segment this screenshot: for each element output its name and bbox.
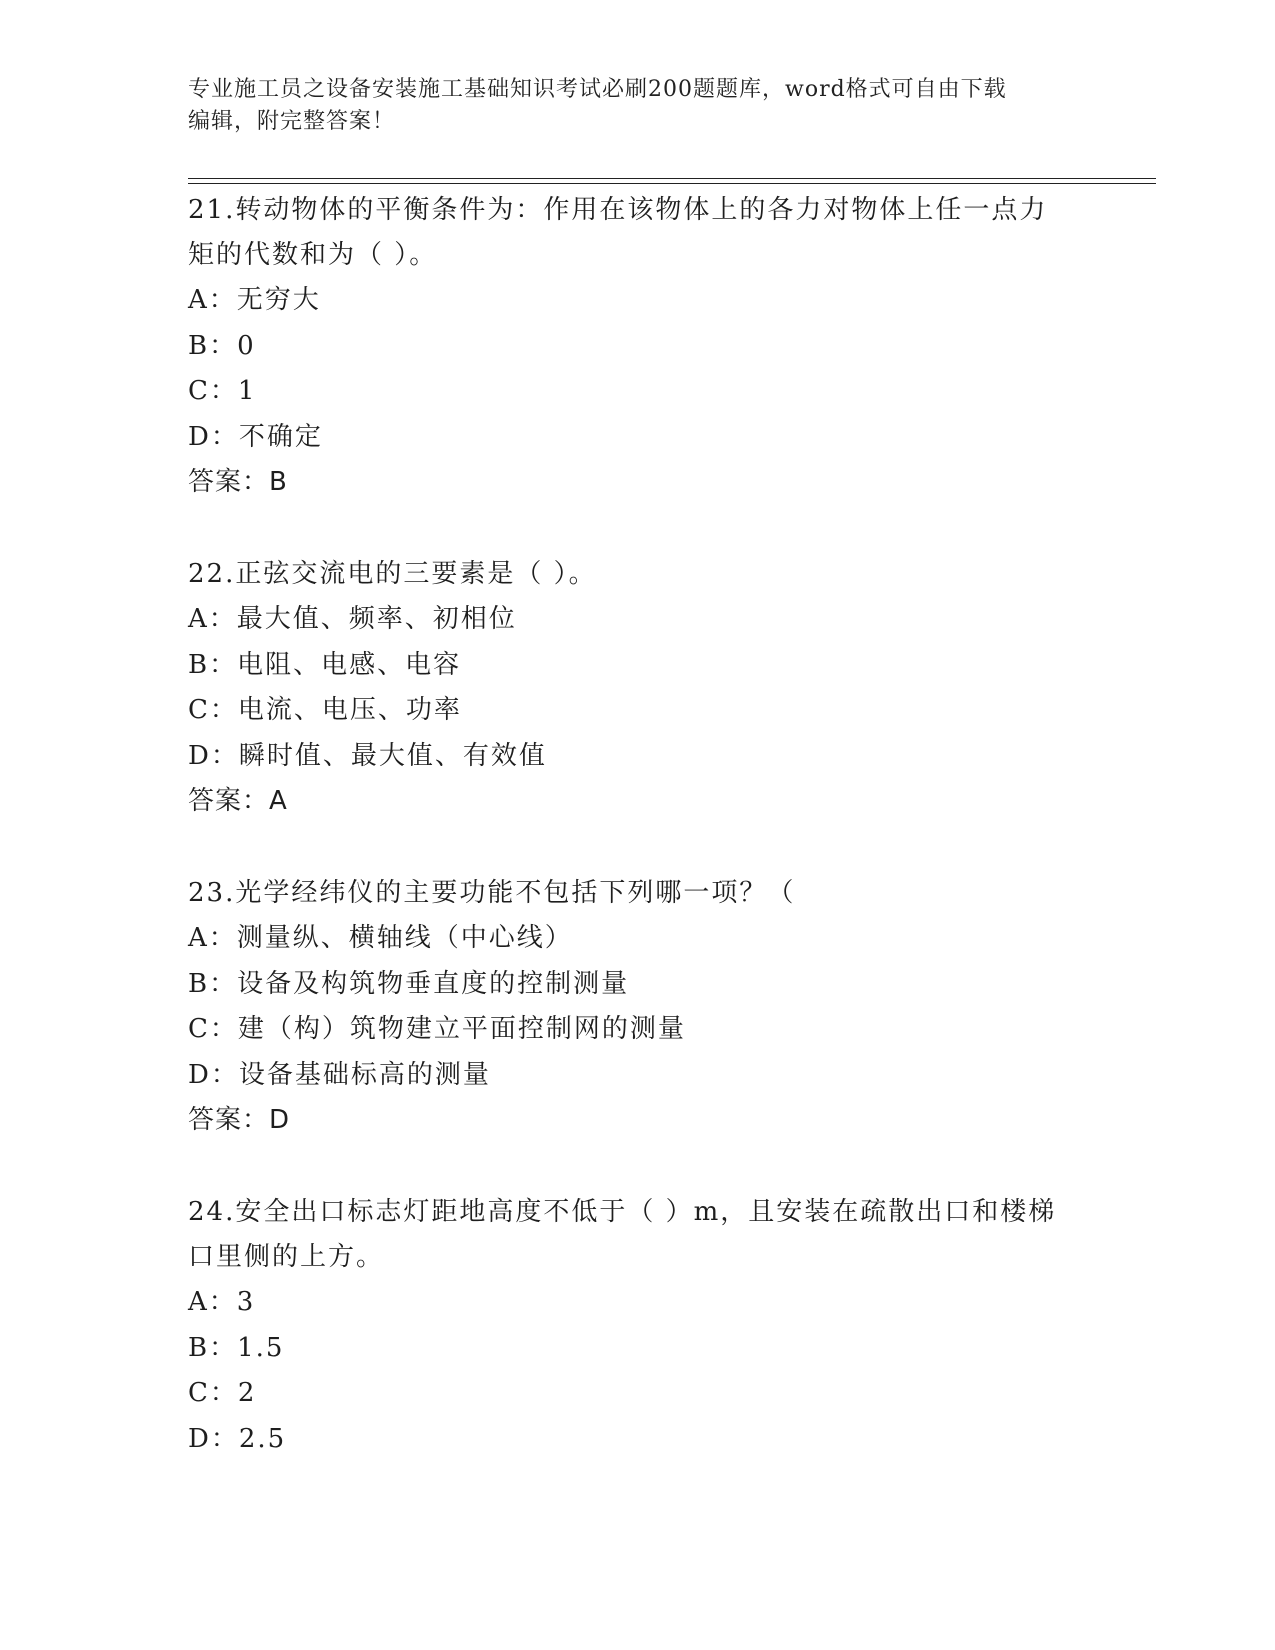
answer: 答案：A: [188, 786, 288, 816]
header-line-2: 编辑，附完整答案！: [188, 109, 396, 134]
question-stem-line-2: 矩的代数和为（ ）。: [188, 240, 438, 270]
option-a: A：3: [188, 1287, 256, 1317]
option-d: D：瞬时值、最大值、有效值: [188, 740, 547, 771]
option-b: B：电阻、电感、电容: [188, 649, 462, 680]
document-header: [188, 74, 1088, 138]
option-d: D：设备基础标高的测量: [188, 1059, 491, 1090]
option-b: B：1.5: [188, 1332, 285, 1363]
answer: 答案：B: [188, 467, 288, 497]
question-stem-line-1: 21.转动物体的平衡条件为：作用在该物体上的各力对物体上任一点力: [188, 195, 1048, 225]
header-divider-bottom: [188, 183, 1156, 184]
option-a: A：最大值、频率、初相位: [188, 604, 517, 634]
option-b: B：0: [188, 330, 256, 361]
option-c: C：电流、电压、功率: [188, 695, 462, 725]
question-22: [188, 552, 1088, 824]
option-a: A：测量纵、横轴线（中心线）: [188, 923, 573, 953]
question-23: [188, 871, 1088, 1143]
option-d: D：不确定: [188, 421, 323, 452]
option-b: B：设备及构筑物垂直度的控制测量: [188, 968, 630, 999]
question-stem-line-1: 24.安全出口标志灯距地高度不低于（ ）m，且安装在疏散出口和楼梯: [188, 1197, 1057, 1227]
question-stem-line-2: 口里侧的上方。: [188, 1242, 385, 1272]
option-c: C：1: [188, 376, 257, 406]
option-c: C：2: [188, 1378, 257, 1408]
option-a: A：无穷大: [188, 285, 321, 315]
header-line-1: 专业施工员之设备安装施工基础知识考试必刷200题题库，word格式可自由下载: [188, 77, 1007, 102]
option-c: C：建（构）筑物建立平面控制网的测量: [188, 1014, 686, 1044]
option-d: D：2.5: [188, 1423, 287, 1454]
question-21: [188, 188, 1088, 505]
question-24: [188, 1190, 1088, 1462]
question-stem-line-1: 22.正弦交流电的三要素是（ ）。: [188, 559, 597, 589]
question-stem-line-1: 23.光学经纬仪的主要功能不包括下列哪一项？（: [188, 878, 796, 908]
answer: 答案：D: [188, 1105, 291, 1135]
header-divider-top: [188, 178, 1156, 179]
